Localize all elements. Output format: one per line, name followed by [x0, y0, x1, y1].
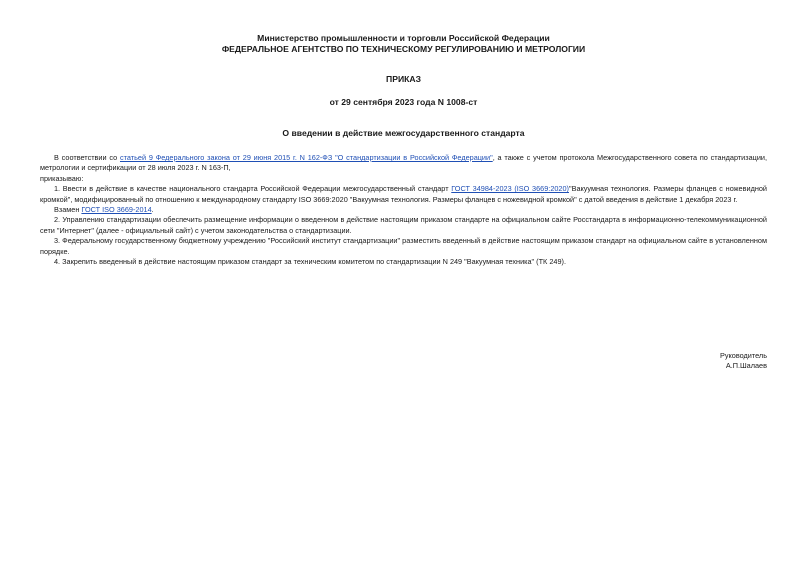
item-1-suffix: "Вакуумная технология. Размеры фланцев с ножевидной кромкой", модифицированный по отношению к международному стандарту ISO 3669:2020 "Вакуумная технология. Размеры фланцев с ножевидной кромкой" с датой введения в действие 1 декабря 2023 г. — [40, 184, 767, 204]
replaces-prefix: Взамен — [54, 205, 82, 215]
gost-iso-3669-link[interactable]: ГОСТ ISO 3669-2014 — [81, 205, 152, 215]
document-header — [0, 33, 807, 139]
item-2-paragraph: 2. Управлению стандартизации обеспечить размещение информации о введенном в действие настоящим приказом стандарте на официальном сайте Росстандарта в информационно-телекоммуникационной сети "Интернет" (далее - официальный сайт) с учетом законодательства о стандартизации. — [40, 215, 767, 235]
document-body — [40, 153, 767, 267]
gost-34984-link[interactable]: ГОСТ 34984-2023 (ISO 3669:2020) — [451, 184, 569, 194]
document-type: ПРИКАЗ — [386, 74, 421, 84]
agency-name: ФЕДЕРАЛЬНОЕ АГЕНТСТВО ПО ТЕХНИЧЕСКОМУ РЕГУЛИРОВАНИЮ И МЕТРОЛОГИИ — [221, 44, 586, 54]
intro-paragraph — [40, 153, 767, 174]
intro-prefix: В соответствии со — [54, 153, 120, 162]
item-3-paragraph: 3. Федеральному государственному бюджетному учреждению "Российский институт стандартизации" разместить введенный в действие настоящим приказом стандарт на официальном сайте в установленном порядке. — [40, 236, 767, 256]
document-date-number: от 29 сентября 2023 года N 1008-ст — [329, 97, 478, 107]
signature-name: А.П.Шалаев — [725, 361, 767, 371]
signature-block — [720, 351, 767, 372]
replaces-suffix: . — [151, 205, 154, 215]
replaces-paragraph — [40, 205, 767, 215]
document-title: О введении в действие межгосударственного стандарта — [282, 128, 525, 138]
item-1-paragraph — [40, 184, 767, 205]
item-4-paragraph: 4. Закрепить введенный в действие настоящим приказом стандарт за техническим комитетом по стандартизации N 249 "Вакуумная техника" (ТК 249). — [54, 257, 566, 267]
law-link[interactable]: статьей 9 Федерального закона от 29 июня 2015 г. N 162-ФЗ "О стандартизации в Российской Федерации" — [119, 153, 493, 162]
signature-position: Руководитель — [719, 351, 767, 360]
intro-suffix: , а также с учетом протокола Межгосударственного совета по стандартизации, метрологии и сертификации от 28 июля 2023 г. N 163-П, — [40, 153, 768, 173]
item-1-prefix: 1. Ввести в действие в качестве национального стандарта Российской Федерации межгосударственный стандарт — [54, 184, 452, 194]
ministry-name: Министерство промышленности и торговли Российской Федерации — [257, 33, 550, 43]
order-word: приказываю: — [40, 173, 84, 183]
